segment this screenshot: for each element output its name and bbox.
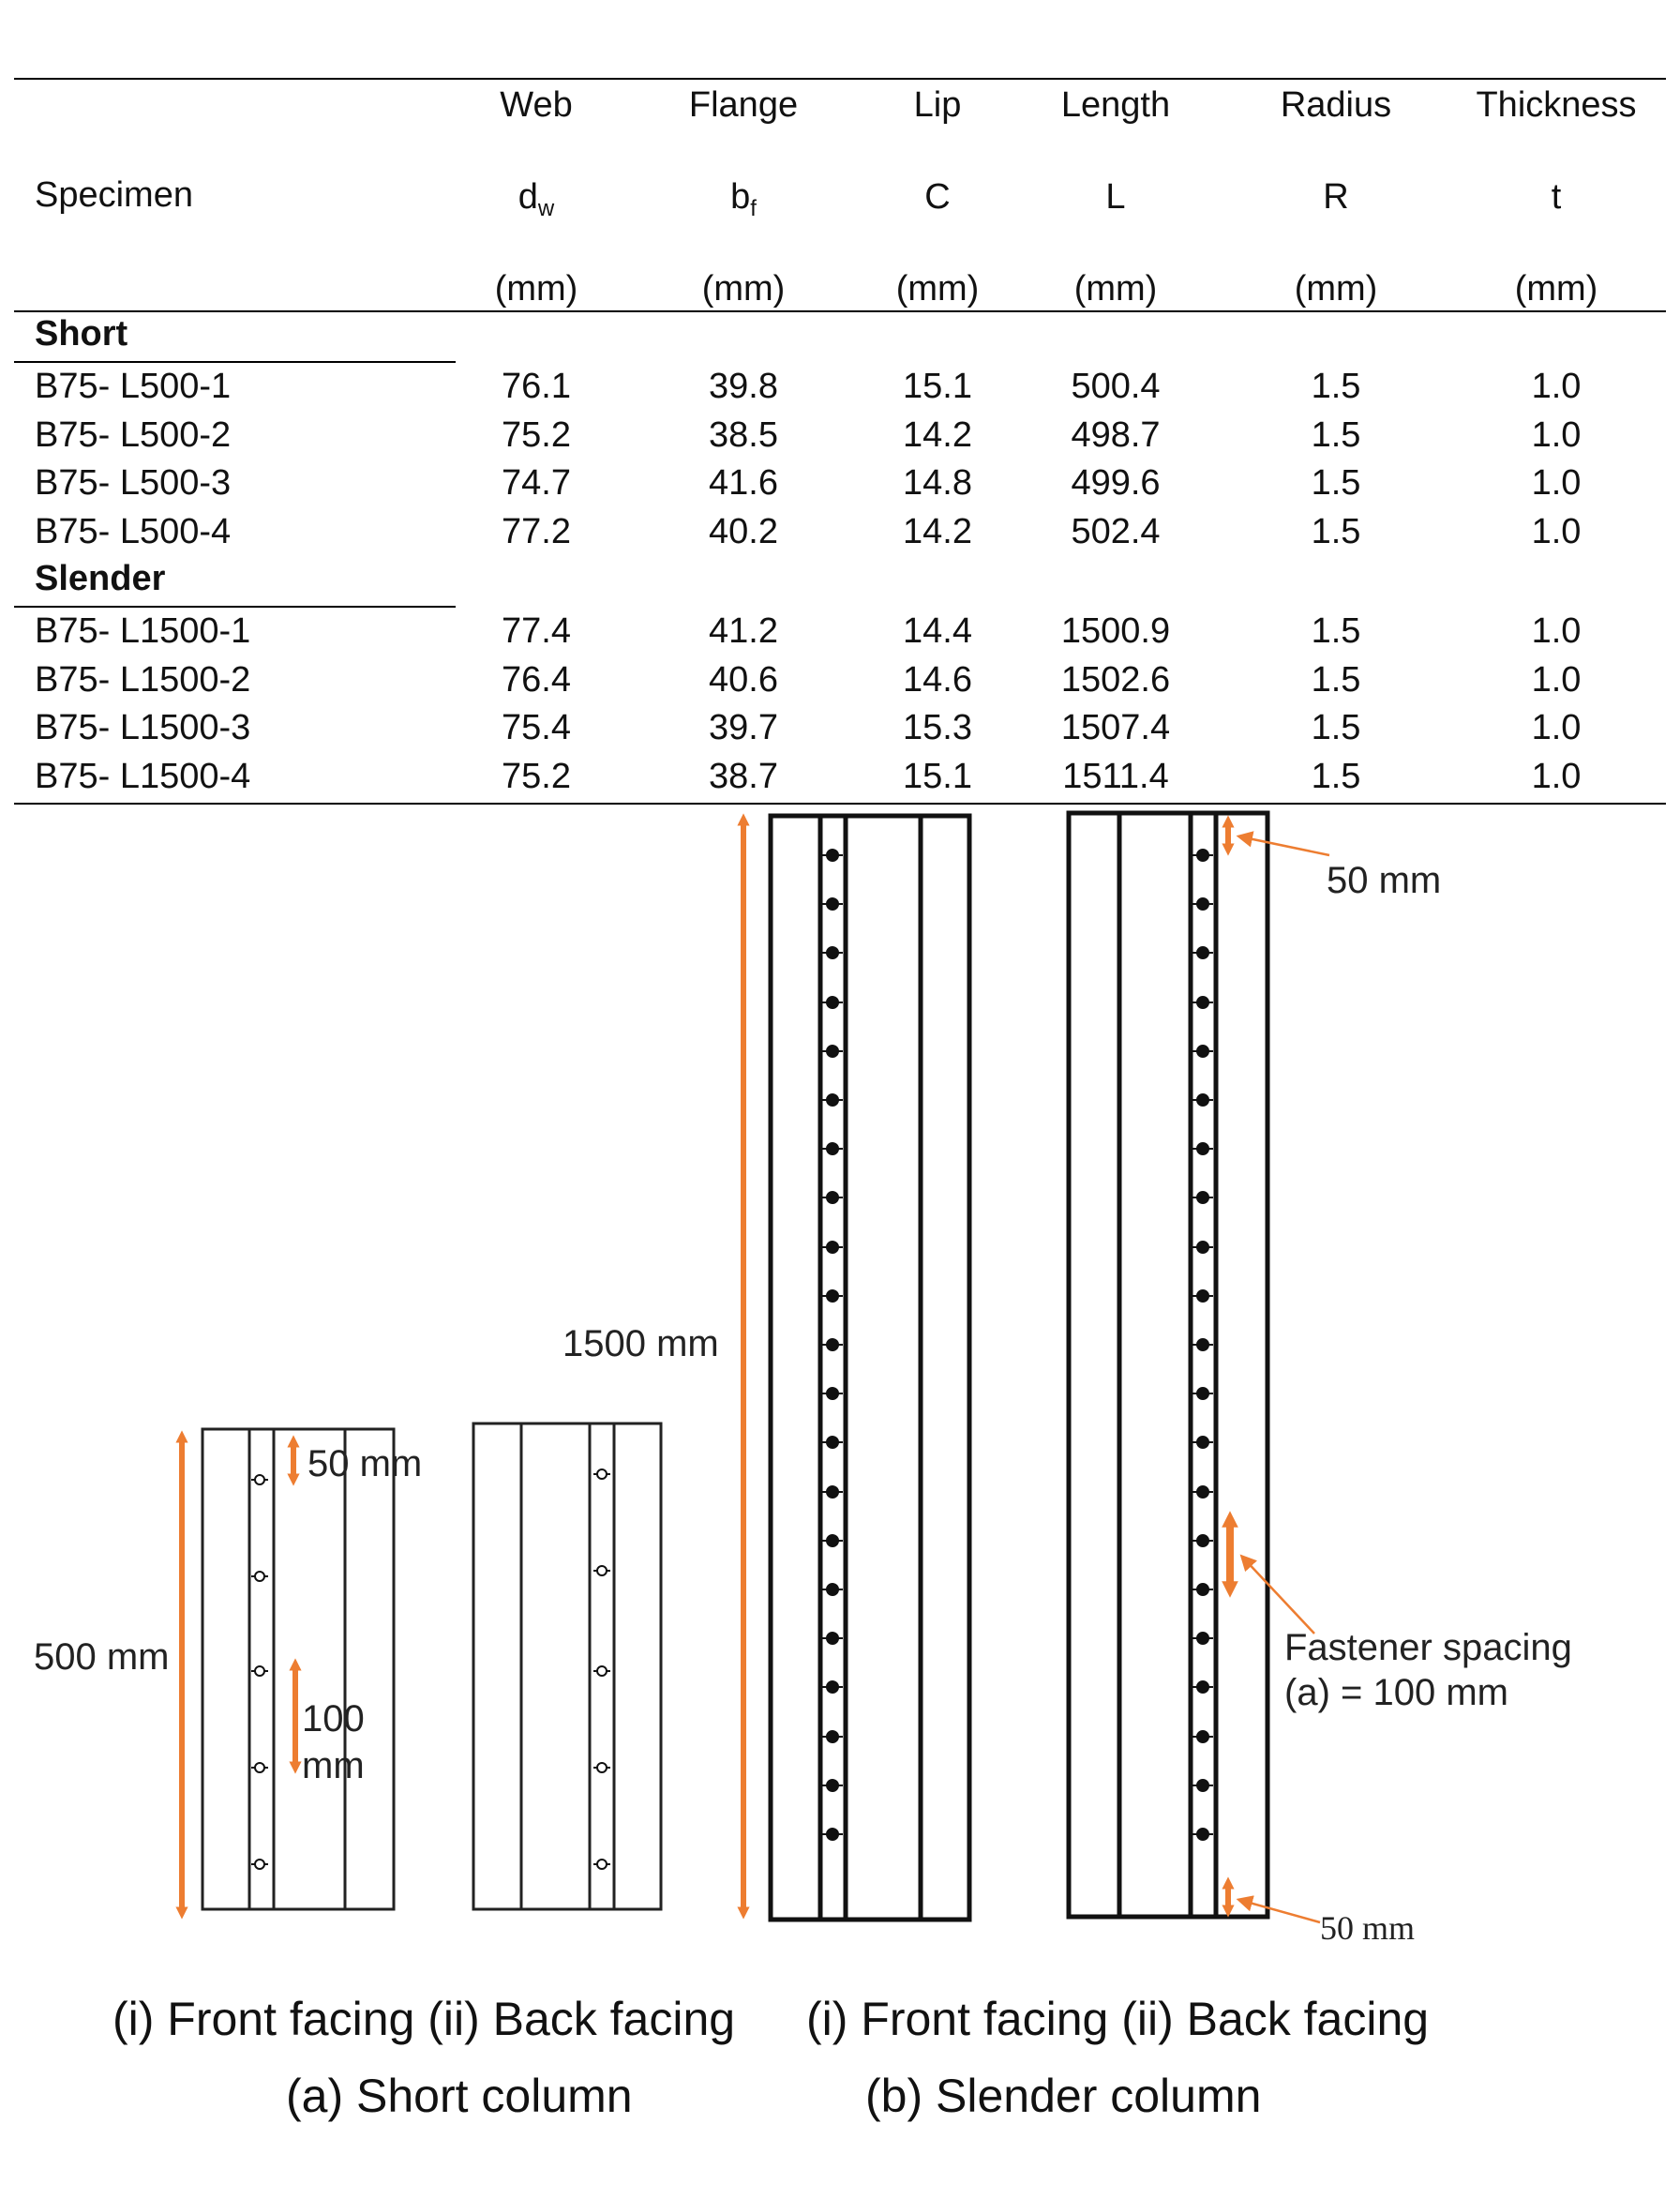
- fastener-dot: [827, 1486, 838, 1498]
- fastener-dot: [1197, 1094, 1208, 1106]
- table-cell: 77.2: [502, 511, 571, 551]
- fastener-dot: [597, 1763, 607, 1772]
- short-back-fasteners: [593, 1469, 610, 1869]
- slender-spacing-label-1: Fastener spacing: [1284, 1627, 1572, 1668]
- specimen-name: B75- L1500-4: [35, 756, 251, 796]
- table-cell: 77.4: [502, 611, 571, 651]
- table-cell: 1.0: [1531, 367, 1582, 406]
- slender-top-label: 50 mm: [1327, 860, 1442, 901]
- table-cell: 1.5: [1311, 463, 1361, 503]
- fastener-dot: [1197, 1192, 1208, 1203]
- table-cell: 74.7: [502, 463, 571, 503]
- table-cell: 15.1: [903, 756, 972, 796]
- fastener-dot: [255, 1572, 264, 1581]
- table-cell: 75.2: [502, 414, 571, 455]
- symbol: b: [730, 177, 751, 217]
- slender-spacing-label-2: (a) = 100 mm: [1284, 1672, 1508, 1713]
- fastener-dot: [827, 1046, 838, 1057]
- fastener-dot: [1197, 1829, 1208, 1840]
- fastener-dot: [1197, 1242, 1208, 1253]
- fastener-dot: [827, 1633, 838, 1644]
- specimen-name: B75- L1500-2: [35, 659, 251, 700]
- fastener-dot: [1197, 1633, 1208, 1644]
- short-end-label: 50 mm: [308, 1443, 423, 1484]
- spacing-leader: [1242, 1557, 1314, 1634]
- fastener-dot: [1197, 1780, 1208, 1791]
- slender-back-fasteners: [1192, 850, 1213, 1840]
- table-cell: 75.4: [502, 708, 571, 747]
- fastener-dot: [827, 1437, 838, 1448]
- fastener-dot: [597, 1566, 607, 1575]
- table-cell: 1.0: [1531, 659, 1582, 700]
- fastener-dot: [597, 1666, 607, 1676]
- table-cell: 76.1: [502, 367, 571, 406]
- fastener-dot: [827, 1388, 838, 1399]
- fastener-dot: [827, 1535, 838, 1546]
- fastener-dot: [1197, 898, 1208, 910]
- table-cell: 15.3: [903, 708, 972, 747]
- fastener-dot: [1197, 947, 1208, 958]
- column-header-name: Web: [500, 85, 573, 125]
- symbol: R: [1323, 177, 1349, 217]
- slender-back-column: [1069, 813, 1268, 1917]
- fastener-dot: [1197, 1584, 1208, 1595]
- fastener-dot: [1197, 1143, 1208, 1154]
- fastener-dot: [827, 1731, 838, 1742]
- fastener-dot: [1197, 1290, 1208, 1302]
- fastener-dot: [597, 1469, 607, 1479]
- fastener-dot: [827, 1780, 838, 1791]
- column-header-name: Thickness: [1476, 85, 1637, 125]
- column-header-unit: (mm): [494, 269, 578, 309]
- fastener-dot: [1197, 1731, 1208, 1742]
- table-cell: 1.5: [1311, 708, 1361, 747]
- group-label: Slender: [35, 559, 166, 598]
- slender-front-fasteners: [822, 850, 843, 1840]
- fastener-dot: [827, 1829, 838, 1840]
- group-label: Short: [35, 314, 128, 354]
- slender-front-column: [771, 816, 969, 1920]
- slender-bottom-label: 50 mm: [1320, 1909, 1416, 1947]
- table-cell: 499.6: [1071, 463, 1161, 503]
- fastener-dot: [827, 1094, 838, 1106]
- fastener-dot: [1197, 1486, 1208, 1498]
- table-cell: 15.1: [903, 367, 972, 406]
- fastener-dot: [827, 1584, 838, 1595]
- fastener-dot: [255, 1763, 264, 1772]
- table-cell: 76.4: [502, 659, 571, 700]
- table-cell: 1.5: [1311, 659, 1361, 700]
- fastener-dot: [827, 1192, 838, 1203]
- short-spacing-label-1: 100: [302, 1698, 365, 1740]
- fastener-dot: [827, 1242, 838, 1253]
- table-cell: 41.6: [709, 463, 778, 503]
- table-cell: 38.7: [709, 756, 778, 796]
- short-caption: (a) Short column: [286, 2070, 633, 2122]
- column-header-name: Length: [1060, 85, 1171, 125]
- table-cell: 14.2: [903, 414, 972, 455]
- fastener-dot: [827, 850, 838, 861]
- table-cell: 40.2: [709, 511, 778, 551]
- short-back-column: [473, 1423, 661, 1909]
- fastener-dot: [827, 1143, 838, 1154]
- fastener-dot: [1197, 1339, 1208, 1350]
- table-cell: 502.4: [1071, 511, 1161, 551]
- fastener-dot: [827, 1681, 838, 1693]
- fastener-dot: [597, 1860, 607, 1869]
- table-cell: 75.2: [502, 756, 571, 796]
- table-cell: 40.6: [709, 659, 778, 700]
- fastener-dot: [255, 1860, 264, 1869]
- fastener-dot: [827, 947, 838, 958]
- table-cell: 1.5: [1311, 367, 1361, 406]
- table-cell: 14.8: [903, 463, 972, 503]
- symbol: L: [1105, 177, 1126, 217]
- symbol: d: [518, 177, 538, 217]
- fastener-dot: [1197, 997, 1208, 1008]
- table-cell: 39.8: [709, 367, 778, 406]
- table-cell: 1.0: [1531, 611, 1582, 651]
- short-views-caption: (i) Front facing (ii) Back facing: [112, 1993, 736, 2045]
- slender-caption: (b) Slender column: [865, 2070, 1262, 2122]
- short-spacing-label-2: mm: [302, 1745, 365, 1786]
- table-cell: 1.5: [1311, 511, 1361, 551]
- fastener-dot: [255, 1666, 264, 1676]
- fastener-dot: [1197, 1388, 1208, 1399]
- fastener-dot: [827, 1339, 838, 1350]
- table-cell: 498.7: [1071, 414, 1161, 455]
- short-length-label: 500 mm: [34, 1636, 170, 1678]
- table-cell: 1502.6: [1060, 659, 1171, 700]
- slender-length-label: 1500 mm: [562, 1323, 719, 1364]
- column-header-unit: (mm): [895, 269, 980, 309]
- column-header-unit: (mm): [701, 269, 786, 309]
- symbol: t: [1551, 177, 1562, 217]
- table-cell: 14.6: [903, 659, 972, 700]
- specimen-name: B75- L500-3: [35, 463, 232, 503]
- specimen-name: B75- L1500-1: [35, 611, 251, 651]
- column-header-name: Flange: [688, 85, 799, 125]
- table-cell: 39.7: [709, 708, 778, 747]
- table-cell: 1500.9: [1060, 611, 1171, 651]
- specimen-header: Specimen: [35, 175, 193, 215]
- fastener-dot: [1197, 1535, 1208, 1546]
- column-header-unit: (mm): [1073, 269, 1158, 309]
- table-cell: 38.5: [709, 414, 778, 455]
- specimen-name: B75- L500-2: [35, 414, 232, 455]
- specimen-name: B75- L500-1: [35, 367, 232, 406]
- table-cell: 1.5: [1311, 414, 1361, 455]
- column-header-name: Lip: [913, 85, 962, 125]
- slender-views-caption: (i) Front facing (ii) Back facing: [806, 1993, 1430, 2045]
- table-cell: 1.0: [1531, 756, 1582, 796]
- symbol: C: [924, 177, 951, 217]
- table-cell: 500.4: [1071, 367, 1161, 406]
- specimen-name: B75- L500-4: [35, 511, 232, 551]
- specimen-name: B75- L1500-3: [35, 708, 251, 747]
- table-cell: 1.0: [1531, 463, 1582, 503]
- fastener-dot: [1197, 1046, 1208, 1057]
- fastener-dot: [255, 1475, 264, 1484]
- fastener-dot: [1197, 1681, 1208, 1693]
- column-header-name: Radius: [1280, 85, 1392, 125]
- table-cell: 1.0: [1531, 414, 1582, 455]
- table-cell: 14.4: [903, 611, 972, 651]
- fastener-dot: [827, 997, 838, 1008]
- fastener-dot: [1197, 850, 1208, 861]
- column-header-unit: (mm): [1294, 269, 1378, 309]
- column-header-unit: (mm): [1514, 269, 1598, 309]
- symbol-subscript: w: [537, 196, 555, 221]
- fastener-dot: [827, 1290, 838, 1302]
- short-front-fasteners: [251, 1475, 268, 1869]
- fastener-dot: [827, 898, 838, 910]
- table-cell: 1.5: [1311, 611, 1361, 651]
- table-cell: 1.5: [1311, 756, 1361, 796]
- table-cell: 1511.4: [1062, 756, 1169, 796]
- table-cell: 1507.4: [1060, 708, 1171, 747]
- fastener-dot: [1197, 1437, 1208, 1448]
- table-cell: 1.0: [1531, 511, 1582, 551]
- top-leader: [1239, 836, 1329, 855]
- table-cell: 1.0: [1531, 708, 1582, 747]
- table-cell: 41.2: [709, 611, 778, 651]
- symbol-subscript: f: [750, 196, 757, 221]
- table-cell: 14.2: [903, 511, 972, 551]
